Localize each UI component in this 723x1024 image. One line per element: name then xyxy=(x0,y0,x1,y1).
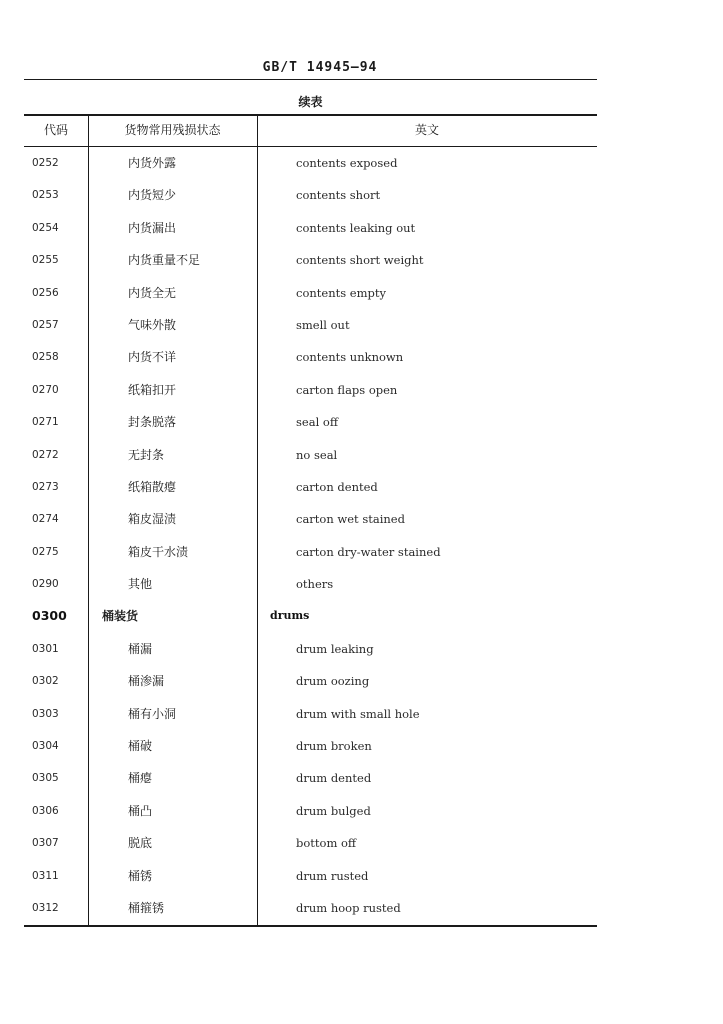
row-chinese: 桶漏 xyxy=(128,641,153,656)
row-english: others xyxy=(296,577,334,592)
table-row xyxy=(24,827,597,859)
table-row xyxy=(24,762,597,794)
row-english: drum dented xyxy=(296,771,372,786)
row-code: 0256 xyxy=(32,286,59,299)
row-english: contents exposed xyxy=(296,156,398,170)
row-english: seal off xyxy=(296,415,338,430)
row-english: drum broken xyxy=(296,739,372,754)
row-chinese: 桶箍锈 xyxy=(128,900,165,915)
column-header-code: 代码 xyxy=(43,123,68,137)
row-chinese: 桶装货 xyxy=(102,609,139,624)
row-code: 0272 xyxy=(32,448,59,461)
row-english: contents short xyxy=(296,188,381,203)
column-header-english: 英文 xyxy=(414,123,439,137)
row-english: drum hoop rusted xyxy=(296,900,401,915)
row-code: 0253 xyxy=(32,189,59,202)
column-header-chinese: 货物常用残损状态 xyxy=(124,123,221,137)
table-row xyxy=(24,374,597,406)
row-chinese: 桶有小洞 xyxy=(128,706,177,721)
row-english: smell out xyxy=(296,317,350,332)
table-body xyxy=(24,147,597,924)
row-chinese: 桶破 xyxy=(128,739,153,754)
row-chinese: 气味外散 xyxy=(128,317,177,332)
row-code: 0305 xyxy=(32,772,59,785)
standard-number: GB/T 14945—94 xyxy=(262,60,378,75)
row-code: 0303 xyxy=(32,707,59,720)
table-row xyxy=(24,212,597,244)
table-row xyxy=(24,147,597,179)
table-row xyxy=(24,277,597,309)
row-english: carton dry-water stained xyxy=(296,544,441,559)
table-row xyxy=(24,795,597,827)
table-group-row xyxy=(24,600,597,632)
table-bottom-border xyxy=(24,925,597,927)
row-english: contents leaking out xyxy=(296,220,416,235)
table-row xyxy=(24,341,597,373)
row-english: carton flaps open xyxy=(296,382,398,397)
header-rule xyxy=(24,79,597,80)
row-chinese: 桶渗漏 xyxy=(128,674,165,689)
row-chinese: 纸箱散瘪 xyxy=(128,479,177,494)
row-chinese: 内货漏出 xyxy=(128,220,177,235)
table-row xyxy=(24,730,597,762)
row-chinese: 内货重量不足 xyxy=(128,253,201,268)
table-row xyxy=(24,179,597,211)
row-english: contents empty xyxy=(296,285,386,300)
row-code: 0306 xyxy=(32,804,59,817)
row-code: 0255 xyxy=(32,254,59,267)
row-chinese: 箱皮湿渍 xyxy=(128,512,177,527)
row-chinese: 无封条 xyxy=(128,447,165,462)
table-row xyxy=(24,665,597,697)
row-english: carton dented xyxy=(296,479,378,494)
row-english: drum leaking xyxy=(296,641,374,656)
row-english: contents unknown xyxy=(296,350,404,365)
table-row xyxy=(24,244,597,276)
row-code: 0271 xyxy=(32,416,59,429)
row-code: 0301 xyxy=(32,642,59,655)
row-chinese: 内货全无 xyxy=(128,285,177,300)
row-chinese: 桶凸 xyxy=(128,803,153,818)
table-caption: 续表 xyxy=(298,95,323,109)
row-chinese: 内货外露 xyxy=(128,156,177,170)
row-code: 0258 xyxy=(32,351,59,364)
row-code: 0311 xyxy=(32,869,59,882)
row-code: 0300 xyxy=(32,608,67,624)
row-code: 0254 xyxy=(32,221,59,234)
row-english: drum with small hole xyxy=(296,706,420,721)
row-code: 0307 xyxy=(32,837,59,850)
table-row xyxy=(24,406,597,438)
row-english: contents short weight xyxy=(296,253,424,268)
table-row xyxy=(24,860,597,892)
table-row xyxy=(24,439,597,471)
row-code: 0302 xyxy=(32,675,59,688)
row-chinese: 箱皮干水渍 xyxy=(128,544,189,559)
table-row xyxy=(24,309,597,341)
row-chinese: 纸箱扣开 xyxy=(128,382,177,397)
row-english: drum bulged xyxy=(296,803,371,818)
row-code: 0273 xyxy=(32,480,59,493)
row-code: 0290 xyxy=(32,578,59,591)
row-english: drum oozing xyxy=(296,674,370,689)
row-chinese: 脱底 xyxy=(128,836,153,851)
row-english: no seal xyxy=(296,447,338,462)
row-chinese: 桶锈 xyxy=(128,868,153,883)
row-english: bottom off xyxy=(296,836,357,851)
table-row xyxy=(24,503,597,535)
row-code: 0274 xyxy=(32,513,59,526)
row-english: drum rusted xyxy=(296,868,369,883)
table-row xyxy=(24,471,597,503)
row-code: 0275 xyxy=(32,545,59,558)
table-row xyxy=(24,698,597,730)
row-code: 0304 xyxy=(32,740,59,753)
row-english: carton wet stained xyxy=(296,512,405,527)
row-chinese: 内货不详 xyxy=(128,350,177,365)
row-english: drums xyxy=(270,609,310,623)
table-row xyxy=(24,536,597,568)
row-code: 0270 xyxy=(32,383,59,396)
row-code: 0257 xyxy=(32,318,59,331)
row-chinese: 内货短少 xyxy=(128,188,177,203)
row-chinese: 其他 xyxy=(128,577,153,592)
row-chinese: 封条脱落 xyxy=(128,415,177,430)
table-row xyxy=(24,633,597,665)
row-code: 0252 xyxy=(32,157,59,169)
table-row xyxy=(24,568,597,600)
row-code: 0312 xyxy=(32,901,59,914)
table-row xyxy=(24,892,597,924)
row-chinese: 桶瘪 xyxy=(128,771,153,786)
